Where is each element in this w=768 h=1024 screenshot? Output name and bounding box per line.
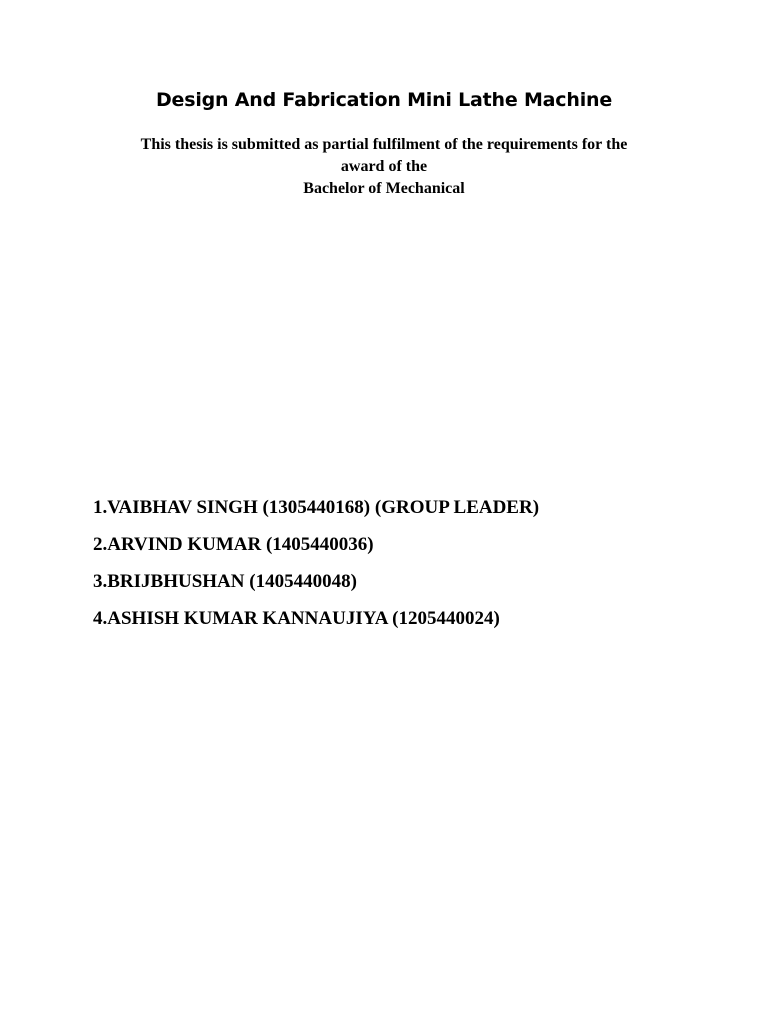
member-item: 3.BRIJBHUSHAN (1405440048) [93,571,357,592]
member-item: 4.ASHISH KUMAR KANNAUJIYA (1205440024) [93,608,500,629]
member-item: 1.VAIBHAV SINGH (1305440168) (GROUP LEADER) [93,497,540,518]
submission-line-2: award of the [340,158,428,175]
group-members-list [93,496,733,644]
document-title: Design And Fabrication Mini Lathe Machine [155,89,613,111]
submission-line-1: This thesis is submitted as partial fulfilment of the requirements for the [140,136,628,153]
submission-statement [96,134,672,200]
submission-line-3: Bachelor of Mechanical [303,180,465,197]
member-item: 2.ARVIND KUMAR (1405440036) [93,534,374,555]
